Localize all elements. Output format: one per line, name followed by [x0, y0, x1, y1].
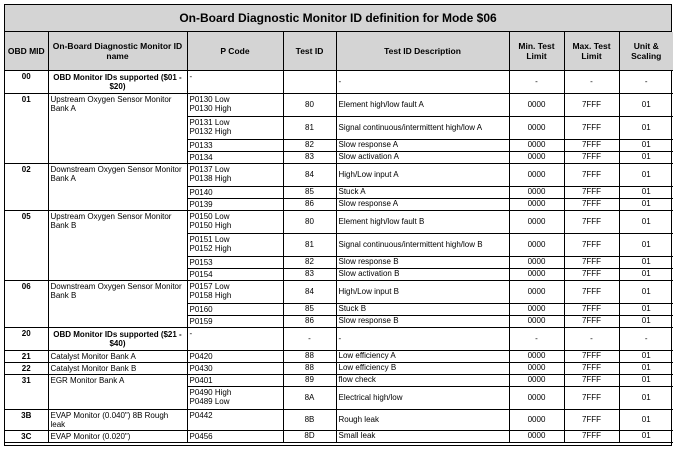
test-id-cell: 83 — [283, 268, 336, 280]
monitor-name-cell: Catalyst Monitor Bank B — [48, 362, 187, 374]
unit-scaling-cell: 01 — [619, 210, 673, 233]
max-limit-cell: 7FFF — [564, 409, 619, 430]
test-description-cell: Electrical high/low — [336, 386, 509, 409]
p-code-cell: P0154 — [187, 268, 283, 280]
p-code-cell: P0160 — [187, 303, 283, 315]
test-description-cell: - — [336, 327, 509, 350]
min-limit-cell: 0000 — [509, 151, 564, 163]
obd-mid-cell: 20 — [5, 327, 48, 350]
test-id-cell: 85 — [283, 186, 336, 198]
test-id-cell: 88 — [283, 362, 336, 374]
unit-scaling-cell: 01 — [619, 362, 673, 374]
test-description-cell: High/Low input A — [336, 163, 509, 186]
p-code-cell: P0137 Low P0138 High — [187, 163, 283, 186]
header-unit-scaling: Unit & Scaling — [619, 32, 673, 70]
max-limit-cell: 7FFF — [564, 315, 619, 327]
obd-mid-cell: 31 — [5, 374, 48, 409]
test-description-cell: Signal continuous/intermittent high/low A — [336, 116, 509, 139]
mode06-definition-sheet — [4, 4, 672, 446]
min-limit-cell: 0000 — [509, 256, 564, 268]
monitor-name-cell: Upstream Oxygen Sensor Monitor Bank B — [48, 210, 187, 280]
test-id-cell — [283, 70, 336, 93]
monitor-name-cell: Downstream Oxygen Sensor Monitor Bank A — [48, 163, 187, 210]
table-row — [5, 350, 673, 362]
min-limit-cell: 0000 — [509, 315, 564, 327]
max-limit-cell: 7FFF — [564, 198, 619, 210]
test-description-cell: Small leak — [336, 430, 509, 442]
unit-scaling-cell: 01 — [619, 280, 673, 303]
test-id-cell: 88 — [283, 350, 336, 362]
obd-mid-cell: 3B — [5, 409, 48, 430]
test-id-cell: 82 — [283, 256, 336, 268]
monitor-name-cell: OBD Monitor IDs supported ($01 - $20) — [48, 70, 187, 93]
test-id-cell: 84 — [283, 163, 336, 186]
min-limit-cell: 0000 — [509, 303, 564, 315]
test-description-cell: High/Low input B — [336, 280, 509, 303]
test-id-cell: 8B — [283, 409, 336, 430]
header-max-limit: Max. Test Limit — [564, 32, 619, 70]
p-code-cell: P0157 Low P0158 High — [187, 280, 283, 303]
unit-scaling-cell: 01 — [619, 303, 673, 315]
min-limit-cell: 0000 — [509, 268, 564, 280]
monitor-name-cell: OBD Monitor IDs supported ($21 - $40) — [48, 327, 187, 350]
test-description-cell: Low efficiency A — [336, 350, 509, 362]
min-limit-cell: - — [509, 70, 564, 93]
test-id-cell: 80 — [283, 210, 336, 233]
monitor-id-table — [5, 32, 673, 443]
min-limit-cell: 0000 — [509, 93, 564, 116]
unit-scaling-cell: 01 — [619, 386, 673, 409]
monitor-name-cell: EVAP Monitor (0.040") 8B Rough leak — [48, 409, 187, 430]
unit-scaling-cell: 01 — [619, 186, 673, 198]
header-test-id: Test ID — [283, 32, 336, 70]
min-limit-cell: 0000 — [509, 163, 564, 186]
p-code-cell: P0150 Low P0150 High — [187, 210, 283, 233]
test-id-cell: 85 — [283, 303, 336, 315]
table-row — [5, 362, 673, 374]
max-limit-cell: 7FFF — [564, 151, 619, 163]
unit-scaling-cell: 01 — [619, 256, 673, 268]
test-description-cell: Slow response B — [336, 256, 509, 268]
unit-scaling-cell: 01 — [619, 151, 673, 163]
monitor-name-cell: Catalyst Monitor Bank A — [48, 350, 187, 362]
min-limit-cell: 0000 — [509, 430, 564, 442]
p-code-cell: P0153 — [187, 256, 283, 268]
table-row — [5, 430, 673, 442]
p-code-cell: P0131 Low P0132 High — [187, 116, 283, 139]
table-row — [5, 374, 673, 386]
obd-mid-cell: 01 — [5, 93, 48, 163]
unit-scaling-cell: - — [619, 327, 673, 350]
table-row — [5, 70, 673, 93]
test-description-cell: Slow activation B — [336, 268, 509, 280]
max-limit-cell: 7FFF — [564, 362, 619, 374]
test-id-cell: 80 — [283, 93, 336, 116]
p-code-cell: P0490 High P0489 Low — [187, 386, 283, 409]
test-description-cell: Signal continuous/intermittent high/low B — [336, 233, 509, 256]
monitor-name-cell: Downstream Oxygen Sensor Monitor Bank B — [48, 280, 187, 327]
test-description-cell: Element high/low fault B — [336, 210, 509, 233]
p-code-cell: P0134 — [187, 151, 283, 163]
p-code-cell: P0401 — [187, 374, 283, 386]
test-id-cell: 8A — [283, 386, 336, 409]
test-description-cell: Stuck B — [336, 303, 509, 315]
max-limit-cell: 7FFF — [564, 268, 619, 280]
unit-scaling-cell: 01 — [619, 93, 673, 116]
max-limit-cell: 7FFF — [564, 280, 619, 303]
table-row — [5, 210, 673, 233]
unit-scaling-cell: 01 — [619, 139, 673, 151]
min-limit-cell: 0000 — [509, 210, 564, 233]
max-limit-cell: - — [564, 327, 619, 350]
p-code-cell: P0420 — [187, 350, 283, 362]
test-id-cell: 81 — [283, 233, 336, 256]
p-code-cell: P0140 — [187, 186, 283, 198]
unit-scaling-cell: 01 — [619, 409, 673, 430]
max-limit-cell: 7FFF — [564, 386, 619, 409]
test-id-cell: 83 — [283, 151, 336, 163]
max-limit-cell: 7FFF — [564, 186, 619, 198]
p-code-cell: P0139 — [187, 198, 283, 210]
test-id-cell: 8D — [283, 430, 336, 442]
test-id-cell: - — [283, 327, 336, 350]
p-code-cell: P0442 — [187, 409, 283, 430]
table-row — [5, 280, 673, 303]
header-min-limit: Min. Test Limit — [509, 32, 564, 70]
max-limit-cell: 7FFF — [564, 210, 619, 233]
obd-mid-cell: 3C — [5, 430, 48, 442]
max-limit-cell: 7FFF — [564, 139, 619, 151]
min-limit-cell: 0000 — [509, 280, 564, 303]
min-limit-cell: 0000 — [509, 350, 564, 362]
max-limit-cell: 7FFF — [564, 116, 619, 139]
obd-mid-cell: 21 — [5, 350, 48, 362]
max-limit-cell: 7FFF — [564, 233, 619, 256]
min-limit-cell: 0000 — [509, 139, 564, 151]
test-description-cell: Element high/low fault A — [336, 93, 509, 116]
test-description-cell: flow check — [336, 374, 509, 386]
table-row — [5, 409, 673, 430]
obd-mid-cell: 02 — [5, 163, 48, 210]
test-id-cell: 86 — [283, 198, 336, 210]
min-limit-cell: 0000 — [509, 233, 564, 256]
unit-scaling-cell: - — [619, 70, 673, 93]
table-row — [5, 163, 673, 186]
min-limit-cell: 0000 — [509, 374, 564, 386]
test-id-cell: 84 — [283, 280, 336, 303]
max-limit-cell: - — [564, 70, 619, 93]
monitor-name-cell: EVAP Monitor (0.020") — [48, 430, 187, 442]
test-description-cell: Low efficiency B — [336, 362, 509, 374]
test-description-cell: Rough leak — [336, 409, 509, 430]
test-id-cell: 89 — [283, 374, 336, 386]
test-description-cell: Slow activation A — [336, 151, 509, 163]
unit-scaling-cell: 01 — [619, 198, 673, 210]
obd-mid-cell: 06 — [5, 280, 48, 327]
header-test-description: Test ID Description — [336, 32, 509, 70]
table-title: On-Board Diagnostic Monitor ID definition for Mode $06 — [5, 5, 671, 32]
test-description-cell: - — [336, 70, 509, 93]
max-limit-cell: 7FFF — [564, 430, 619, 442]
max-limit-cell: 7FFF — [564, 303, 619, 315]
test-description-cell: Slow response B — [336, 315, 509, 327]
unit-scaling-cell: 01 — [619, 233, 673, 256]
max-limit-cell: 7FFF — [564, 256, 619, 268]
obd-mid-cell: 00 — [5, 70, 48, 93]
unit-scaling-cell: 01 — [619, 374, 673, 386]
test-description-cell: Slow response A — [336, 139, 509, 151]
unit-scaling-cell: 01 — [619, 163, 673, 186]
max-limit-cell: 7FFF — [564, 350, 619, 362]
p-code-cell: P0130 Low P0130 High — [187, 93, 283, 116]
p-code-cell: P0456 — [187, 430, 283, 442]
test-id-cell: 82 — [283, 139, 336, 151]
unit-scaling-cell: 01 — [619, 268, 673, 280]
table-body — [5, 70, 673, 442]
unit-scaling-cell: 01 — [619, 430, 673, 442]
max-limit-cell: 7FFF — [564, 93, 619, 116]
min-limit-cell: 0000 — [509, 198, 564, 210]
unit-scaling-cell: 01 — [619, 116, 673, 139]
p-code-cell: P0430 — [187, 362, 283, 374]
min-limit-cell: - — [509, 327, 564, 350]
header-monitor-name: On-Board Diagnostic Monitor ID name — [48, 32, 187, 70]
unit-scaling-cell: 01 — [619, 315, 673, 327]
min-limit-cell: 0000 — [509, 362, 564, 374]
p-code-cell: P0151 Low P0152 High — [187, 233, 283, 256]
max-limit-cell: 7FFF — [564, 374, 619, 386]
header-row — [5, 32, 673, 70]
min-limit-cell: 0000 — [509, 409, 564, 430]
min-limit-cell: 0000 — [509, 386, 564, 409]
table-row — [5, 327, 673, 350]
header-p-code: P Code — [187, 32, 283, 70]
table-row — [5, 93, 673, 116]
p-code-cell: - — [187, 327, 283, 350]
obd-mid-cell: 05 — [5, 210, 48, 280]
monitor-name-cell: EGR Monitor Bank A — [48, 374, 187, 409]
monitor-name-cell: Upstream Oxygen Sensor Monitor Bank A — [48, 93, 187, 163]
p-code-cell: - — [187, 70, 283, 93]
test-description-cell: Slow response A — [336, 198, 509, 210]
test-id-cell: 86 — [283, 315, 336, 327]
min-limit-cell: 0000 — [509, 116, 564, 139]
obd-mid-cell: 22 — [5, 362, 48, 374]
unit-scaling-cell: 01 — [619, 350, 673, 362]
min-limit-cell: 0000 — [509, 186, 564, 198]
p-code-cell: P0159 — [187, 315, 283, 327]
max-limit-cell: 7FFF — [564, 163, 619, 186]
test-id-cell: 81 — [283, 116, 336, 139]
header-obd-mid: OBD MID — [5, 32, 48, 70]
test-description-cell: Stuck A — [336, 186, 509, 198]
p-code-cell: P0133 — [187, 139, 283, 151]
